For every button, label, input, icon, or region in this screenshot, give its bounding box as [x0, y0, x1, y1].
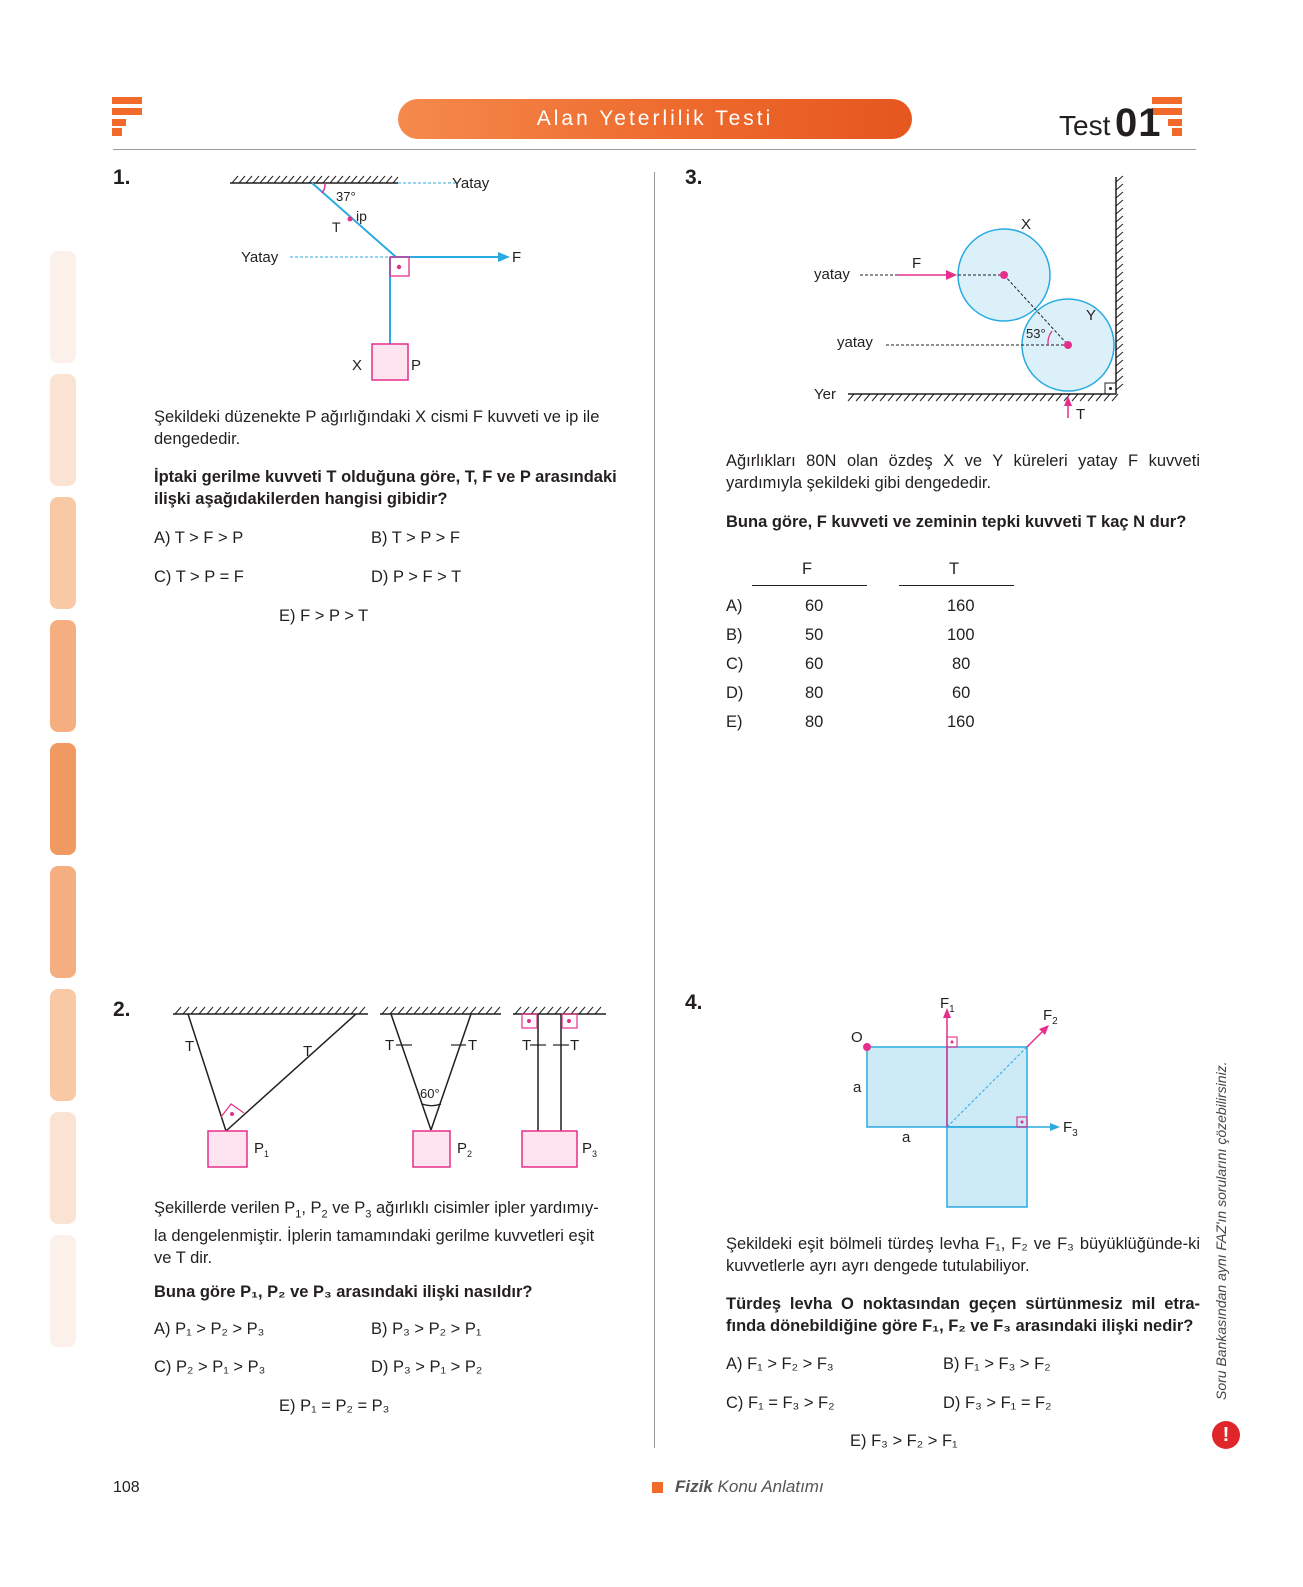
- q4-option-c[interactable]: C) F₁ = F₃ > F₂: [726, 1394, 835, 1412]
- q3-option-e[interactable]: E): [726, 713, 743, 731]
- q3-f-label: F: [912, 255, 922, 272]
- side-note: Soru Bankasından aynı FAZ'ın sorularını çözebilirsiniz.: [1213, 1061, 1229, 1400]
- page-number: 108: [113, 1479, 140, 1496]
- header-rule: [113, 149, 1196, 150]
- q3-table-rule: [752, 585, 867, 586]
- footer-square-icon: [652, 1482, 663, 1493]
- q3-cell-f: 60: [805, 597, 824, 615]
- q4-text: Şekildeki eşit bölmeli türdeş levha F₁, F₂ ve F₃ büyüklüğünde-ki kuvvetlerle ayrı ayrı dengede tutulabiliyor.: [726, 1235, 1200, 1275]
- column-divider: [654, 172, 655, 1448]
- q3-table-header-f: F: [802, 560, 813, 578]
- question-number-2: 2.: [113, 998, 131, 1021]
- q3-text: Ağırlıkları 80N olan özdeş X ve Y küreleri yatay F kuvveti yardımıyla şekildeki gibi dengededir.: [726, 452, 1200, 492]
- q3-t-label: T: [1076, 406, 1086, 423]
- q1-option-a[interactable]: A) T > F > P: [154, 529, 244, 547]
- q1-f-label: F: [512, 249, 522, 266]
- q2-t-label: T: [303, 1043, 313, 1060]
- q3-yatay2-label: yatay: [837, 334, 873, 351]
- q3-cell-f: 80: [805, 713, 824, 731]
- side-tab: [50, 251, 76, 363]
- side-tab: [50, 866, 76, 978]
- q3-option-c[interactable]: C): [726, 655, 744, 673]
- side-tab: [50, 1112, 76, 1224]
- q1-p-label: P: [411, 357, 422, 374]
- q2-t-label: T: [570, 1037, 580, 1054]
- side-tab: [50, 989, 76, 1101]
- q4-option-d[interactable]: D) F₃ > F₁ = F₂: [943, 1394, 1052, 1412]
- q2-figure: [170, 1000, 620, 1170]
- q2-t-label: T: [385, 1037, 395, 1054]
- q3-figure: [800, 172, 1130, 434]
- q2-question: Buna göre P₁, P₂ ve P₃ arasındaki ilişki nasıldır?: [154, 1283, 533, 1301]
- q1-yatay2-label: Yatay: [241, 249, 279, 266]
- side-tab: [50, 374, 76, 486]
- question-number-1: 1.: [113, 166, 131, 189]
- q1-option-c[interactable]: C) T > P = F: [154, 568, 244, 586]
- q1-angle-label: 37°: [336, 189, 356, 204]
- q3-angle-label: 53°: [1026, 326, 1046, 341]
- brand-logo-left: [112, 97, 142, 137]
- side-tab: [50, 620, 76, 732]
- q3-cell-f: 60: [805, 655, 824, 673]
- q4-a-label-bottom: a: [902, 1129, 911, 1146]
- side-tab: [50, 743, 76, 855]
- q3-x-label: X: [1021, 216, 1032, 233]
- q4-f2-label: $F_2$: [1043, 1007, 1058, 1027]
- q3-cell-f: 80: [805, 684, 824, 702]
- q2-option-e[interactable]: E) P₁ = P₂ = P₃: [279, 1397, 390, 1415]
- q2-p1-label: $P_1$: [254, 1140, 270, 1159]
- q1-yatay1-label: Yatay: [452, 175, 490, 192]
- q3-yer-label: Yer: [814, 386, 836, 403]
- q2-option-a[interactable]: A) P₁ > P₂ > P₃: [154, 1320, 265, 1338]
- q1-ip-label: ip: [356, 208, 367, 224]
- q3-table-rule: [899, 585, 1014, 586]
- q1-option-e[interactable]: E) F > P > T: [279, 607, 369, 625]
- q1-option-b[interactable]: B) T > P > F: [371, 529, 460, 547]
- q2-t-label: T: [522, 1037, 532, 1054]
- q4-o-label: O: [851, 1029, 863, 1046]
- q4-option-b[interactable]: B) F₁ > F₃ > F₂: [943, 1355, 1051, 1373]
- q3-cell-t: 100: [947, 626, 975, 644]
- test-number: 01: [1115, 101, 1162, 145]
- q3-option-b[interactable]: B): [726, 626, 743, 644]
- q2-t-label: T: [185, 1038, 195, 1055]
- side-tab: [50, 1235, 76, 1347]
- q2-p2-label: $P_2$: [457, 1140, 473, 1159]
- q4-option-e[interactable]: E) F₃ > F₂ > F₁: [850, 1432, 958, 1450]
- question-number-3: 3.: [685, 166, 703, 189]
- q1-question: İptaki gerilme kuvveti T olduğuna göre, T, F ve P arasındaki ilişki aşağıdakilerden hangisi gibidir?: [154, 468, 617, 508]
- q1-x-label: X: [352, 357, 363, 374]
- q3-cell-t: 60: [952, 684, 971, 702]
- q1-figure: [230, 172, 560, 397]
- q3-y-label: Y: [1086, 307, 1097, 324]
- side-tab: [50, 497, 76, 609]
- q2-text: Şekillerde verilen $P_1$, $P_2$ ve $P_3$ ağırlıklı cisimler ipler yardımıy- la dengelenmiştir. İplerin tamamındaki gerilme kuvvetleri eşit ve T dir.: [154, 1199, 599, 1268]
- q2-option-b[interactable]: B) P₃ > P₂ > P₁: [371, 1320, 482, 1338]
- q2-p3-label: $P_3$: [582, 1140, 598, 1159]
- q4-option-a[interactable]: A) F₁ > F₂ > F₃: [726, 1355, 834, 1373]
- q3-option-a[interactable]: A): [726, 597, 743, 615]
- q1-option-d[interactable]: D) P > F > T: [371, 568, 462, 586]
- q4-f3-label: $F_3$: [1063, 1119, 1078, 1139]
- q1-t-label: T: [332, 219, 341, 235]
- q3-question: Buna göre, F kuvveti ve zeminin tepki kuvveti T kaç N dur?: [726, 513, 1187, 531]
- q3-cell-f: 50: [805, 626, 824, 644]
- q4-a-label-side: a: [853, 1079, 862, 1096]
- q2-option-c[interactable]: C) P₂ > P₁ > P₃: [154, 1358, 266, 1376]
- q2-angle-label: 60°: [420, 1086, 440, 1101]
- footer-text: Fizik Konu Anlatımı: [675, 1477, 824, 1496]
- q4-f1-label: $F_1$: [940, 995, 955, 1015]
- q1-text: Şekildeki düzenekte P ağırlığındaki X cismi F kuvveti ve ip ile dengededir.: [154, 408, 600, 448]
- q3-cell-t: 160: [947, 713, 975, 731]
- q3-option-d[interactable]: D): [726, 684, 744, 702]
- q3-table-header-t: T: [949, 560, 960, 578]
- question-number-4: 4.: [685, 991, 703, 1014]
- q3-cell-t: 80: [952, 655, 971, 673]
- q3-yatay1-label: yatay: [814, 266, 850, 283]
- header-banner: Alan Yeterlilik Testi: [398, 99, 912, 139]
- q3-cell-t: 160: [947, 597, 975, 615]
- q4-figure: [840, 992, 1090, 1217]
- q4-question: Türdeş levha O noktasından geçen sürtünmesiz mil etra-fında dönebildiğine göre F₁, F₂ ve F₃ arasındaki ilişki nedir?: [726, 1295, 1200, 1335]
- q2-t-label: T: [468, 1037, 478, 1054]
- test-label: Test: [1059, 110, 1111, 141]
- warning-icon: !: [1212, 1421, 1240, 1449]
- q2-option-d[interactable]: D) P₃ > P₁ > P₂: [371, 1358, 483, 1376]
